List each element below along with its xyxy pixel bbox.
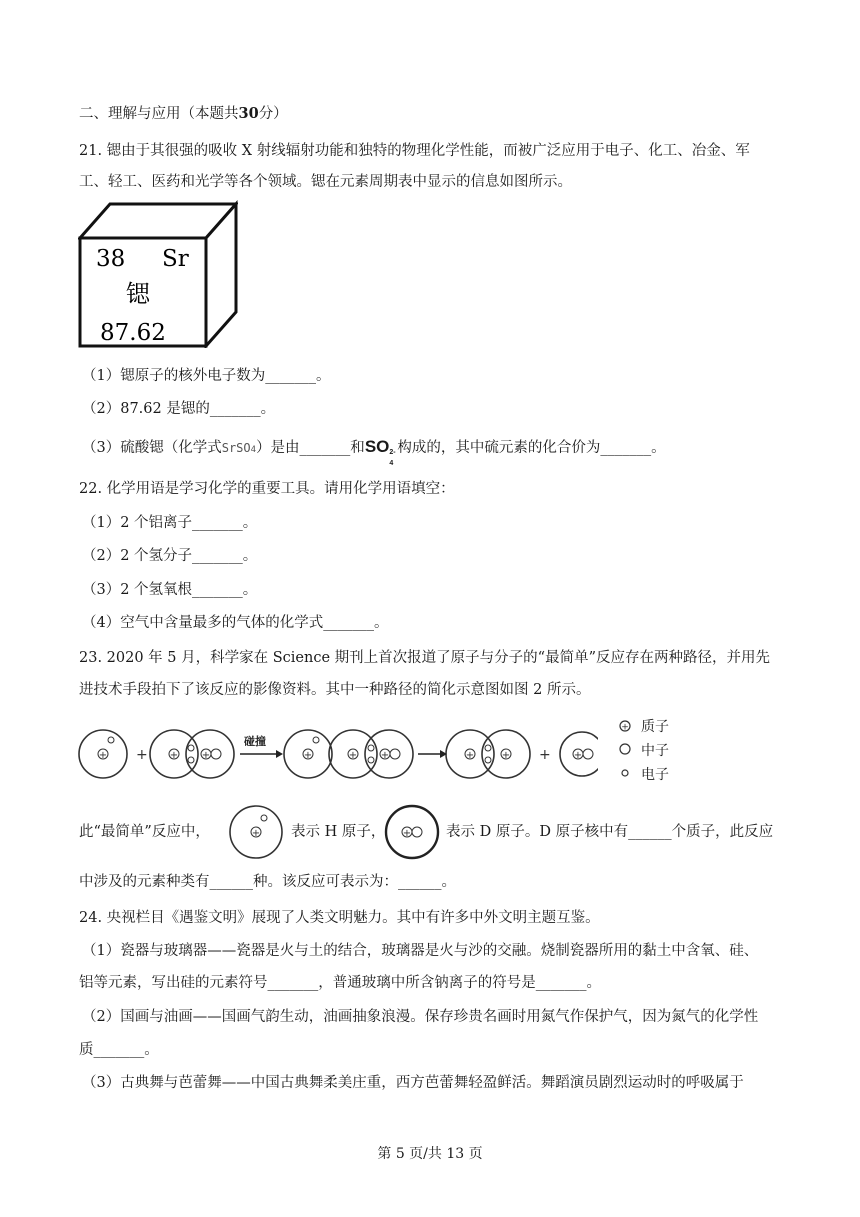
svg-text:+: + xyxy=(621,722,629,733)
section-title: 二、理解与应用（本题共30分） xyxy=(79,105,288,122)
q24-part2-line1: （2）国画与油画——国画气韵生动，油画抽象浪漫。保存珍贵名画时用氮气作保护气，因为氮气的化学性 xyxy=(82,1009,759,1025)
svg-text:+: + xyxy=(501,750,511,761)
q21-part2: （2）87.62 是锶的_______。 xyxy=(82,401,276,417)
element-name: 锶 xyxy=(126,280,150,308)
d-atom-symbol xyxy=(384,804,440,860)
q23-text-atoms: 此“最简单”反应中， xyxy=(79,824,210,840)
page-number: 第 5 页/共 13 页 xyxy=(377,1146,483,1162)
svg-text:+: + xyxy=(98,750,108,761)
q21-text-line2: 工、轻工、医药和光学等各个领域。锶在元素周期表中显示的信息如图所示。 xyxy=(79,174,572,190)
element-cell-strontium xyxy=(78,200,238,348)
q24-part3-line1: （3）古典舞与芭蕾舞——中国古典舞柔美庄重，西方芭蕾舞轻盈鲜活。舞蹈演员剧烈运动时的呼吸属于 xyxy=(82,1075,744,1091)
q23-text-h: 表示 H 原子， xyxy=(291,824,386,840)
plus-sign: + xyxy=(136,747,148,763)
q22-part1: （1）2 个铝离子_______。 xyxy=(82,515,258,531)
q23-text-end: 中涉及的元素种类有______种。该反应可表示为：______。 xyxy=(79,874,456,890)
legend-electron: 电子 xyxy=(641,767,669,783)
h-atom-symbol xyxy=(228,804,284,860)
svg-text:+: + xyxy=(251,828,261,839)
q21-part1: （1）锶原子的核外电子数为_______。 xyxy=(82,368,331,384)
atomic-number: 38 xyxy=(96,246,126,272)
svg-text:+: + xyxy=(465,750,475,761)
q22-part3: （3）2 个氢氧根_______。 xyxy=(82,582,258,598)
q24-part1-line2: 铝等元素，写出硅的元素符号_______，普通玻璃中所含钠离子的符号是_______。 xyxy=(79,975,601,991)
legend-neutron: 中子 xyxy=(641,743,669,759)
svg-text:+: + xyxy=(201,750,211,761)
q22-text: 22. 化学用语是学习化学的重要工具。请用化学用语填空： xyxy=(79,481,455,497)
reaction-diagram xyxy=(78,718,598,788)
arrow-label: 碰撞 xyxy=(244,735,266,748)
svg-text:+: + xyxy=(380,750,390,761)
q24-part1-line1: （1）瓷器与玻璃器——瓷器是火与土的结合，玻璃器是火与沙的交融。烧制瓷器所用的黏土中含氧、硅、 xyxy=(82,943,759,959)
svg-text:+: + xyxy=(348,750,358,761)
q21-text-line1: 21. 锶由于其很强的吸收 X 射线辐射功能和独特的物理化学性能，而被广泛应用于电子、化工、冶金、军 xyxy=(79,143,750,159)
ion-sulfate: SO 2- 4 xyxy=(364,437,396,467)
formula-srso4: SrSO4 xyxy=(221,441,257,455)
legend-proton: 质子 xyxy=(641,719,669,735)
atomic-mass: 87.62 xyxy=(100,320,166,346)
svg-text:+: + xyxy=(402,828,412,839)
q24-part2-line2: 质_______。 xyxy=(79,1042,159,1058)
svg-text:+: + xyxy=(303,750,313,761)
q22-part4: （4）空气中含量最多的气体的化学式_______。 xyxy=(82,615,389,631)
q23-text-line2: 进技术手段拍下了该反应的影像资料。其中一种路径的简化示意图如图 2 所示。 xyxy=(79,682,591,698)
legend-icons xyxy=(617,717,637,787)
plus-sign: + xyxy=(539,747,551,763)
q21-part3: （3）硫酸锶（化学式SrSO4）是由_______和SO 2- 4 构成的，其中硫元素的化合价为_______。 xyxy=(82,437,666,467)
q23-text-d: 表示 D 原子。D 原子核中有______个质子，此反应 xyxy=(446,824,774,840)
svg-text:+: + xyxy=(573,750,583,761)
q22-part2: （2）2 个氢分子_______。 xyxy=(82,548,258,564)
element-symbol: Sr xyxy=(162,246,189,272)
q24-text: 24. 央视栏目《遇鉴文明》展现了人类文明魅力。其中有许多中外文明主题互鉴。 xyxy=(79,910,600,926)
q23-text-line1: 23. 2020 年 5 月，科学家在 Science 期刊上首次报道了原子与分子的“最简单”反应存在两种路径，并用先 xyxy=(79,650,770,666)
svg-text:+: + xyxy=(169,750,179,761)
